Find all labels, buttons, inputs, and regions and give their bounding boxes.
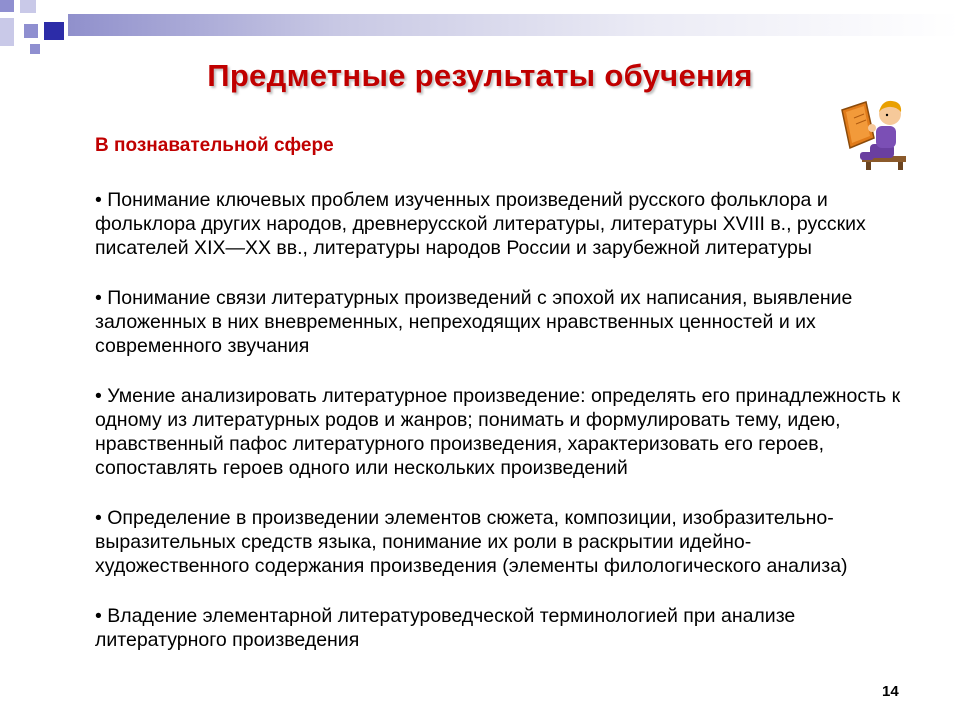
decor-square-2 bbox=[20, 0, 36, 13]
bullet-item: • Понимание связи литературных произведений с эпохой их написания, выявление заложенных в них вневременных, непреходящих нравственных ценностей и их современного звучания bbox=[95, 287, 853, 357]
decor-square-6 bbox=[30, 44, 40, 54]
section-subtitle: В познавательной сфере bbox=[95, 135, 334, 156]
decor-square-1 bbox=[0, 0, 14, 12]
bullet-item: • Владение элементарной литературоведческой терминологией при анализе литературного произведения bbox=[95, 605, 796, 651]
decor-square-4 bbox=[24, 24, 38, 38]
slide-title: Предметные результаты обучения bbox=[207, 58, 753, 93]
bullet-item: • Понимание ключевых проблем изученных произведений русского фольклора и фольклора других народов, древнерусской литературы, литературы XVIII в., русских писателей XIX—XX вв., литературы народов России и зарубежной литературы bbox=[95, 189, 866, 259]
child-reading-book-icon bbox=[832, 92, 912, 172]
bullet-item: • Умение анализировать литературное произведение: определять его принадлежность к одному из литературных родов и жанров; понимать и формулировать тему, идею, нравственный пафос литературного произведения, характеризовать его героев, сопоставлять героев одного или нескольких произведений bbox=[95, 385, 901, 479]
bullet-list bbox=[95, 188, 905, 678]
bullet-item: • Определение в произведении элементов сюжета, композиции, изобразительно-выразительных средств языка, понимание их роли в раскрытии идейно-художественного содержания произведения (элементы филологического анализа) bbox=[95, 507, 848, 577]
decor-square-5 bbox=[44, 22, 64, 40]
header-gradient-bar bbox=[68, 14, 960, 36]
decor-square-3 bbox=[0, 18, 14, 46]
page-number: 14 bbox=[882, 683, 899, 700]
